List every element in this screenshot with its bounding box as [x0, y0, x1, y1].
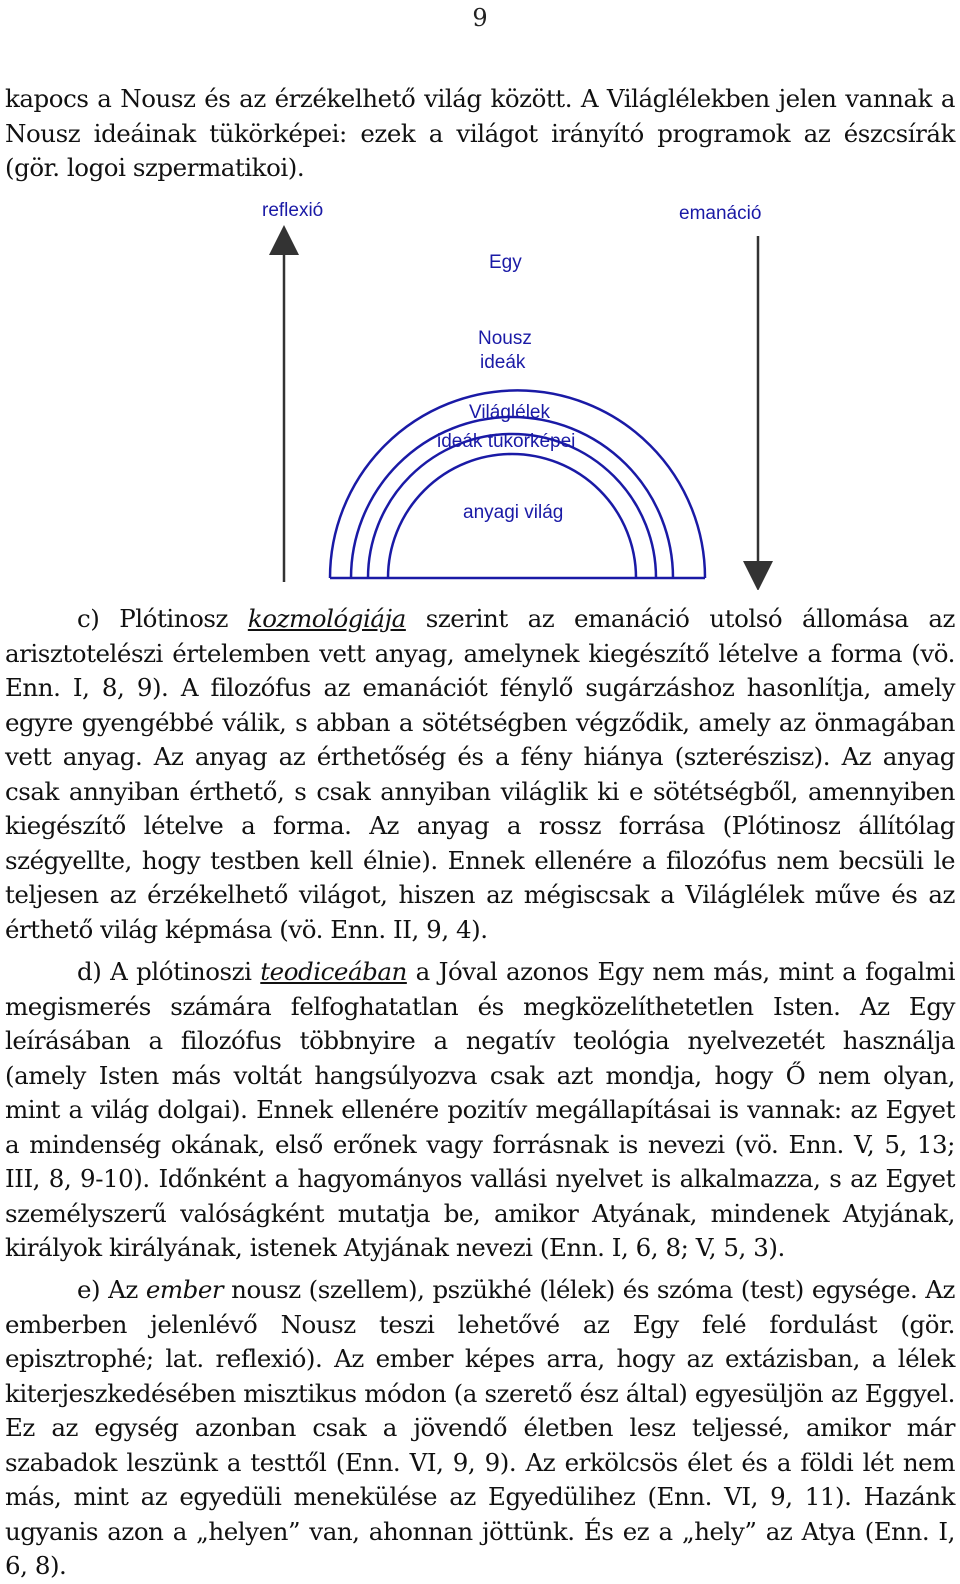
vilaglelek-label: Világlélek: [469, 402, 550, 423]
egy-label: Egy: [489, 252, 522, 273]
page-number: 9: [472, 4, 488, 32]
section-d-prefix: d) A plótinoszi: [77, 957, 261, 986]
section-c-prefix: c) Plótinosz: [77, 604, 248, 633]
ideak-label: ideák: [480, 352, 526, 373]
intro-paragraph: kapocs a Nousz és az érzékelhető világ között. A Világlélekben jelen vannak a Nousz ideáinak tükörképei: ezek a világot irányító programok az észcsírák (gör. logoi szpermatikoi).: [5, 84, 955, 182]
section-c-term: kozmológiája: [247, 604, 406, 633]
section-d-paragraph: [5, 955, 955, 1266]
section-d-text: a Jóval azonos Egy nem más, mint a fogalmi megismerés számára felfoghatatlan és megközelíthetetlen Isten. Az Egy leírásában a filozófus többnyire a negatív teológia nyelvezetét használja (amely Isten más voltát hangsúlyozva csak azt mondja, hogy Ő nem olyan, mint a világ dolgai). Ennek ellenére pozitív megállapításai is vannak: az Egyet a mindenség okának, első erőnek vagy forrásnak is nevezi (vö. Enn. V, 5, 13; III, 8, 9-10). Időnként a hagyományos vallási nyelvet is alkalmazza, s az Egyet személyszerű valóságként mutatja be, amikor Atyának, mindenek Atyjának, királyok királyának, istenek Atyjának nevezi (Enn. I, 6, 8; V, 5, 3).: [5, 957, 955, 1262]
section-d-term: teodiceában: [260, 957, 407, 986]
anyagi-vilag-label: anyagi világ: [463, 502, 564, 523]
section-c-paragraph: [5, 602, 955, 947]
emanacio-label: emanáció: [679, 203, 762, 224]
section-e-prefix: e) Az: [77, 1275, 146, 1304]
ideak-tukorkepei-label: ideák tükörképei: [437, 431, 576, 452]
section-e-paragraph: [5, 1273, 955, 1584]
section-e-text: nousz (szellem), pszükhé (lélek) és szóma (test) egysége. Az emberben jelenlévő Nousz teszi lehetővé az Egy felé fordulást (gör. episztrophé; lat. reflexió). Az ember képes arra, hogy az extázisban, a lélek kiterjeszkedésében misztikus módon (a szerető ész által) egyesüljön az Eggyel. Ez az egység azonban csak a jövendő életben lesz teljessé, amikor már szabadok leszünk a testtől (Enn. VI, 9, 9). Az erkölcsös élet és a földi lét nem más, mint az egyedüli menekülése az Egyedülihez (Enn. VI, 9, 11). Hazánk ugyanis azon a „helyen” van, ahonnan jöttünk. És ez a „hely” az Atya (Enn. I, 6, 8).: [5, 1275, 955, 1580]
section-c-text: szerint az emanáció utolsó állomása az arisztotelészi értelemben vett anyag, amelynek kiegészítő lételve a forma (vö. Enn. I, 8, 9). A filozófus az emanációt fénylő sugárzáshoz hasonlítja, amely egyre gyengébbé válik, s abban a sötétségben végződik, amely az önmagában vett anyag. Az anyag az érthetőség és a fény hiánya (szterészisz). Az anyag csak annyiban érthető, s csak annyiban világlik ki e sötétségből, amennyiben kiegészítő lételve a forma. Az anyag a rossz forrása (Plótinosz állítólag szégyellte, hogy testben kell élnie). Ennek ellenére a filozófus nem becsüli le teljesen az érzékelhető világot, hiszen az mégiscsak a Világlélek műve és az érthető világ képmása (vö. Enn. II, 9, 4).: [5, 604, 955, 944]
reflexio-label: reflexió: [262, 200, 324, 221]
nousz-label: Nousz: [478, 328, 532, 349]
section-e-term: ember: [145, 1275, 224, 1304]
emanation-diagram: [0, 180, 960, 590]
